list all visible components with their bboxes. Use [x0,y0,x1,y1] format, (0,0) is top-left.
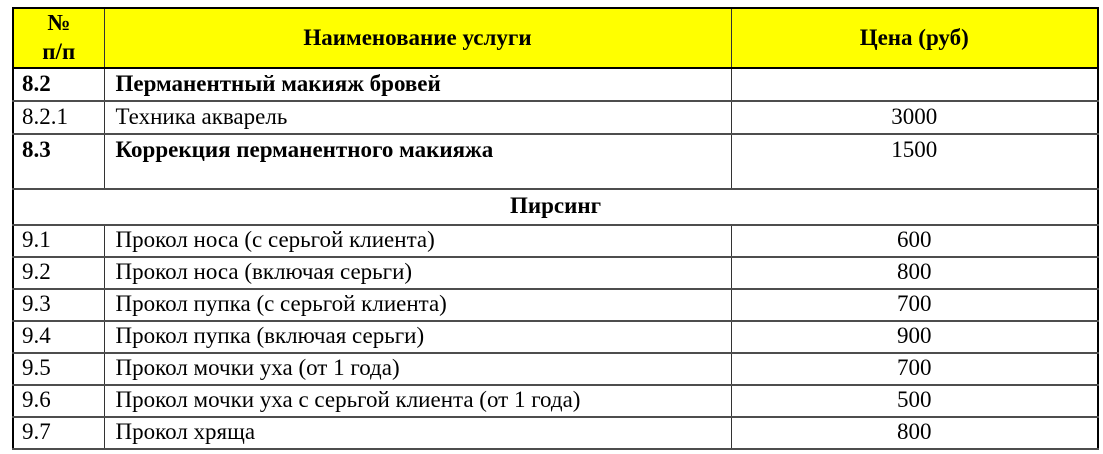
price-cell: 1500 [731,134,1098,189]
price-table [12,7,1099,450]
table-row [13,101,1098,134]
service-name-cell: Прокол мочки уха (от 1 года) [104,353,731,385]
price-cell [731,68,1098,101]
table-row [13,417,1098,449]
service-name-cell: Техника акварель [104,101,731,134]
table-row [13,257,1098,289]
row-number-cell: 8.2.1 [13,101,104,134]
row-number-cell: 9.5 [13,353,104,385]
table-row [13,68,1098,101]
row-number-cell: 8.3 [13,134,104,189]
service-name-cell: Прокол пупка (с серьгой клиента) [104,289,731,321]
row-number-cell: 9.4 [13,321,104,353]
table-row [13,321,1098,353]
table-row [13,385,1098,417]
service-name-cell: Прокол мочки уха с серьгой клиента (от 1 года) [104,385,731,417]
header-cell-price: Цена (руб) [731,8,1098,68]
table-row [13,225,1098,257]
row-number-cell: 9.2 [13,257,104,289]
row-number-cell: 9.6 [13,385,104,417]
service-name-cell: Прокол пупка (включая серьги) [104,321,731,353]
price-cell: 500 [731,385,1098,417]
header-number-line1: № [47,10,71,35]
table-row [13,134,1098,189]
price-cell: 600 [731,225,1098,257]
service-name-cell: Коррекция перманентного макияжа [104,134,731,189]
price-cell: 3000 [731,101,1098,134]
row-number-cell: 9.3 [13,289,104,321]
table-row [13,353,1098,385]
service-name-cell: Прокол носа (включая серьги) [104,257,731,289]
price-cell: 900 [731,321,1098,353]
row-number-cell: 9.1 [13,225,104,257]
service-name-cell: Прокол носа (с серьгой клиента) [104,225,731,257]
header-number-line2: п/п [42,38,76,64]
service-name-cell: Прокол хряща [104,417,731,449]
row-number-cell: 8.2 [13,68,104,101]
section-header-row [13,189,1098,225]
section-title: Пирсинг [13,189,1098,225]
header-cell-service-name: Наименование услуги [104,8,731,68]
table-row [13,289,1098,321]
price-cell: 800 [731,417,1098,449]
price-cell: 700 [731,289,1098,321]
row-number-cell: 9.7 [13,417,104,449]
price-cell: 800 [731,257,1098,289]
header-cell-number [13,8,104,68]
service-name-cell: Перманентный макияж бровей [104,68,731,101]
table-header-row [13,8,1098,68]
price-cell: 700 [731,353,1098,385]
